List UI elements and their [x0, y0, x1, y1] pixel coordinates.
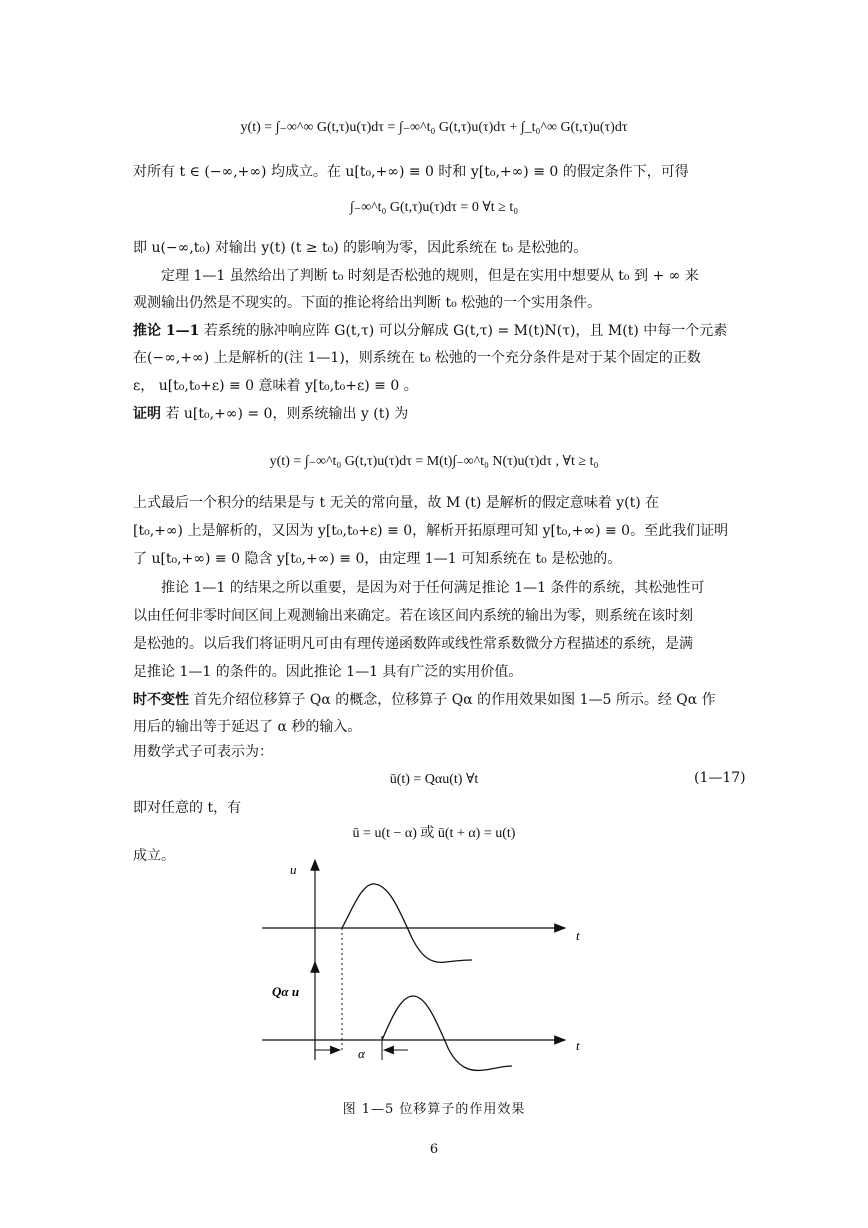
paragraph-line: 是松弛的。以后我们将证明凡可由有理传递函数阵或线性常系数微分方程描述的系统，是满	[133, 636, 693, 652]
corollary-line	[133, 321, 727, 341]
shift-operator-figure	[250, 850, 600, 1080]
text-line: 对所有 t ∈ (−∞,+∞) 均成立。在 u[t₀,+∞) ≡ 0 时和 y[t₀,+∞) ≡ 0 的假定条件下，可得	[133, 164, 689, 180]
corollary-text: 若系统的脉冲响应阵 G(t,τ) 可以分解成 G(t,τ) = M(t)N(τ)，且 M(t) 中每一个元素	[199, 323, 728, 339]
proof-line	[133, 404, 408, 424]
input-signal-curve	[342, 884, 472, 962]
time-invariance-text: 首先介绍位移算子 Qα 的概念，位移算子 Qα 的作用效果如图 1—5 所示。经 Qα 作	[189, 692, 716, 708]
paragraph-line: 推论 1—1 的结果之所以重要，是因为对于任何满足推论 1—1 条件的系统，其松弛性可	[161, 580, 705, 596]
paragraph-line: 用后的输出等于延迟了 α 秒的输入。	[133, 719, 362, 735]
corollary-line: 在(−∞,+∞) 上是解析的(注 1—1)，则系统在 t₀ 松弛的一个充分条件是对于某个固定的正数	[133, 350, 701, 366]
proof-line: 上式最后一个积分的结果是与 t 无关的常向量，故 M (t) 是解析的假定意味着 y(t) 在	[133, 495, 660, 511]
corollary-title: 推论 1—1	[133, 323, 200, 339]
alpha-label: α	[358, 1046, 365, 1061]
page-number: 6	[429, 1142, 439, 1157]
corollary-line: ε， u[t₀,t₀+ε) ≡ 0 意味着 y[t₀,t₀+ε) ≡ 0 。	[133, 378, 418, 394]
equation-output: y(t) = ∫₋∞^t₀ G(t,τ)u(τ)dτ = M(t)∫₋∞^t₀ N(τ)u(τ)dτ , ∀t ≥ t₀	[269, 454, 599, 469]
top-y-label: u	[290, 862, 297, 877]
shifted-signal-curve	[382, 996, 512, 1070]
bottom-x-label: t	[576, 1038, 580, 1053]
paragraph-line: 用数学式子可表示为：	[133, 744, 273, 760]
paragraph-line: 观测输出仍然是不现实的。下面的推论将给出判断 t₀ 松弛的一个实用条件。	[133, 295, 602, 311]
paragraph-line: 定理 1—1 虽然给出了判断 t₀ 时刻是否松弛的规则，但是在实用中想要从 t₀ 到 + ∞ 来	[161, 268, 699, 284]
proof-line: [t₀,+∞) 上是解析的，又因为 y[t₀,t₀+ε) ≡ 0，解析开拓原理可知 y[t₀,+∞) ≡ 0。至此我们证明	[133, 523, 729, 539]
proof-line: 了 u[t₀,+∞) ≡ 0 隐含 y[t₀,+∞) ≡ 0，由定理 1—1 可知系统在 t₀ 是松弛的。	[133, 551, 622, 567]
proof-title: 证明	[133, 406, 161, 422]
equation-number: (1—17)	[694, 770, 746, 786]
time-invariance-title: 时不变性	[133, 692, 189, 708]
equation-delay: ū = u(t − α) 或 ū(t + α) = u(t)	[352, 826, 516, 841]
bottom-y-label: Qα u	[272, 984, 300, 999]
equation-shift: ū(t) = Qαu(t) ∀t	[389, 772, 479, 787]
top-x-label: t	[576, 928, 580, 943]
time-invariance-line	[133, 690, 716, 710]
paragraph-line: 足推论 1—1 的条件的。因此推论 1—1 具有广泛的实用价值。	[133, 664, 523, 680]
equation-convolution: y(t) = ∫₋∞^∞ G(t,τ)u(τ)dτ = ∫₋∞^t₀ G(t,τ)u(τ)dτ + ∫_t₀^∞ G(t,τ)u(τ)dτ	[240, 120, 628, 135]
proof-text: 若 u[t₀,+∞) = 0，则系统输出 y (t) 为	[161, 406, 409, 422]
equation-zero-integral: ∫₋∞^t₀ G(t,τ)u(τ)dτ = 0 ∀t ≥ t₀	[349, 200, 519, 215]
text-line: 即 u(−∞,t₀) 对输出 y(t) (t ≥ t₀) 的影响为零，因此系统在 t₀ 是松弛的。	[133, 240, 588, 256]
paragraph-line: 以由任何非零时间区间上观测输出来确定。若在该区间内系统的输出为零，则系统在该时刻	[133, 608, 693, 624]
figure-caption: 图 1—5 位移算子的作用效果	[342, 1102, 526, 1117]
text-line: 即对任意的 t，有	[133, 800, 242, 816]
text-line: 成立。	[133, 848, 175, 864]
